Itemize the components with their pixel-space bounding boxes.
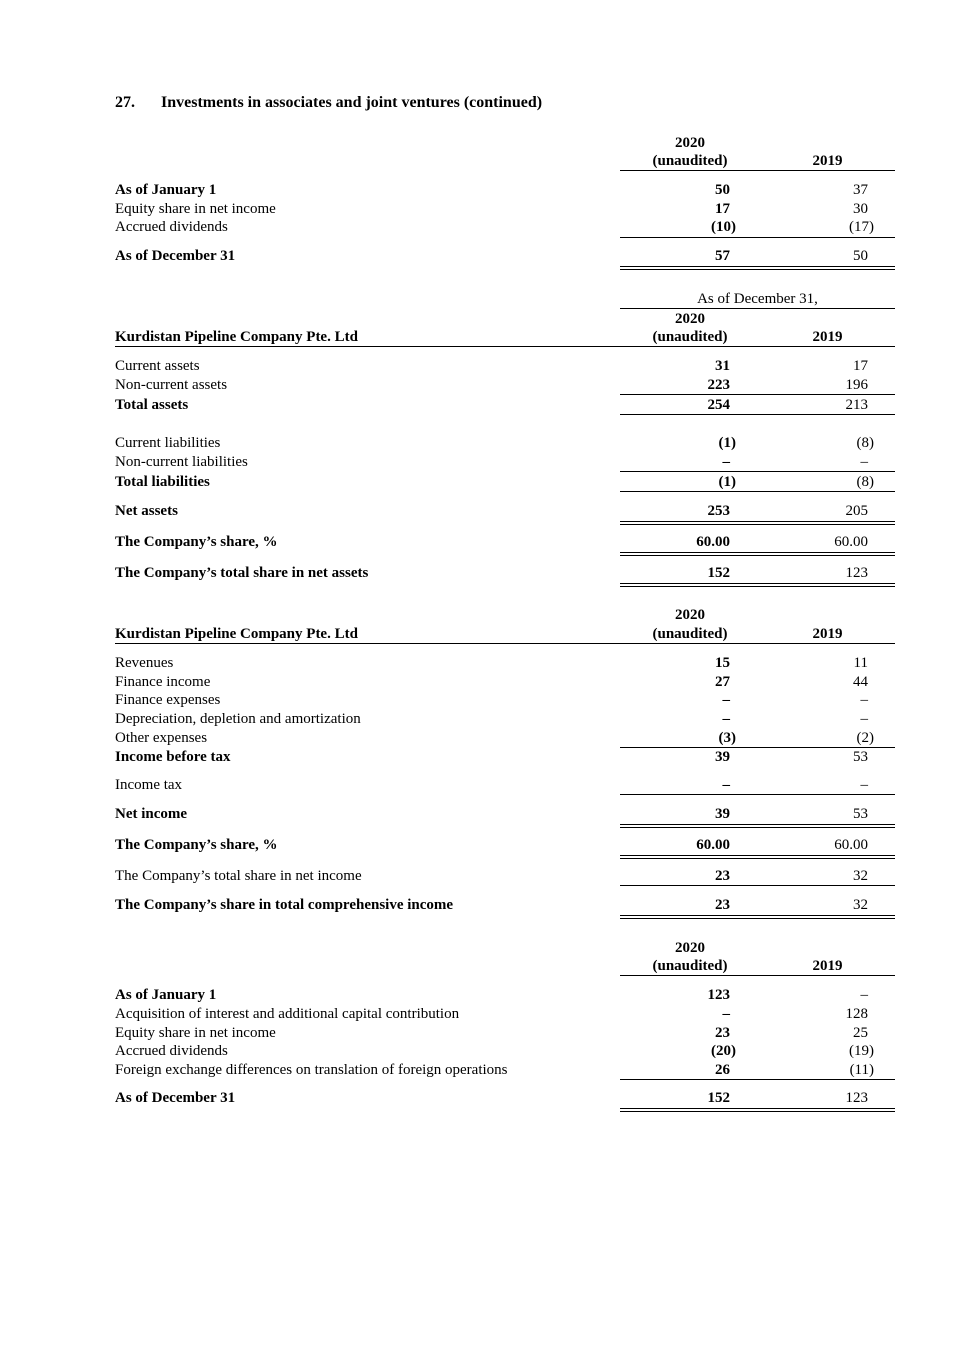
value-2019: 53 (853, 749, 868, 765)
value-2019: 196 (845, 377, 868, 393)
value-2019: 60.00 (834, 837, 868, 853)
value-2019: 17 (853, 358, 868, 374)
value-2020: 254 (707, 397, 730, 413)
table-caption: Kurdistan Pipeline Company Pte. Ltd (115, 626, 358, 642)
value-2020: (1) (718, 435, 736, 451)
row-label: The Company’s share in total comprehensive income (115, 897, 454, 913)
value-2019: (8) (856, 474, 874, 490)
row-label: Revenues (115, 655, 174, 671)
row-label: The Company’s total share in net income (115, 868, 362, 884)
double-rule (620, 583, 895, 587)
value-2019: (17) (849, 219, 874, 235)
value-2020: 60.00 (696, 534, 730, 550)
value-2019: – (860, 777, 868, 793)
value-2020: – (722, 692, 730, 708)
value-2020: 23 (715, 897, 730, 913)
column-header-2020-note: (unaudited) (652, 626, 728, 642)
value-2020: – (722, 454, 730, 470)
value-2020: 152 (707, 1090, 730, 1106)
value-2019: 37 (853, 182, 868, 198)
value-2019: 50 (853, 248, 868, 264)
value-2019: – (860, 711, 868, 727)
value-2019: (19) (849, 1043, 874, 1059)
value-2019: (8) (856, 435, 874, 451)
column-header-2019: 2019 (812, 329, 843, 345)
value-2020: 60.00 (696, 837, 730, 853)
value-2020: 123 (707, 987, 730, 1003)
rule (620, 747, 895, 748)
row-label: Equity share in net income (115, 201, 276, 217)
value-2019: 128 (845, 1006, 868, 1022)
value-2020: 27 (715, 674, 730, 690)
header-rule (115, 346, 895, 347)
value-2019: 213 (845, 397, 868, 413)
row-label: Total assets (115, 397, 189, 413)
section-title: Investments in associates and joint ventures (continued) (161, 94, 543, 111)
row-label: As of January 1 (115, 182, 217, 198)
row-label: As of December 31 (115, 1090, 236, 1106)
column-header-2019: 2019 (812, 626, 843, 642)
rule (620, 491, 895, 492)
value-2019: – (860, 454, 868, 470)
value-2020: (1) (718, 474, 736, 490)
row-label: The Company’s share, % (115, 837, 278, 853)
rule (620, 394, 895, 395)
row-label: Foreign exchange differences on translation of foreign operations (115, 1062, 508, 1078)
row-label: Acquisition of interest and additional capital contribution (115, 1006, 460, 1022)
row-label: Non-current assets (115, 377, 228, 393)
double-rule (620, 266, 895, 270)
value-2020: 17 (715, 201, 730, 217)
value-2020: 50 (715, 182, 730, 198)
header-rule (620, 975, 895, 976)
row-label: Current assets (115, 358, 200, 374)
row-label: Accrued dividends (115, 1043, 228, 1059)
value-2019: 123 (845, 1090, 868, 1106)
value-2019: (11) (849, 1062, 874, 1078)
row-label: As of December 31 (115, 248, 236, 264)
value-2020: 39 (715, 806, 730, 822)
double-rule (620, 824, 895, 828)
value-2019: (2) (856, 730, 874, 746)
value-2019: 11 (853, 655, 868, 671)
value-2019: 44 (853, 674, 868, 690)
value-2020: 39 (715, 749, 730, 765)
column-header-2020-note: (unaudited) (652, 329, 728, 345)
column-header-2019: 2019 (812, 153, 843, 169)
double-rule (620, 552, 895, 556)
row-label: Income before tax (115, 749, 231, 765)
double-rule (620, 915, 895, 919)
double-rule (620, 855, 895, 859)
rule (620, 414, 895, 415)
value-2019: – (860, 692, 868, 708)
header-rule (115, 643, 895, 644)
row-label: Net assets (115, 503, 178, 519)
value-2019: 30 (853, 201, 868, 217)
rule (620, 1079, 895, 1080)
table-caption: Kurdistan Pipeline Company Pte. Ltd (115, 329, 358, 345)
row-label: Depreciation, depletion and amortization (115, 711, 361, 727)
row-label: Accrued dividends (115, 219, 228, 235)
row-label: Current liabilities (115, 435, 221, 451)
value-2020: – (722, 777, 730, 793)
value-2020: 223 (707, 377, 730, 393)
value-2020: 57 (715, 248, 730, 264)
row-label: As of January 1 (115, 987, 217, 1003)
group-header-rule (620, 308, 895, 309)
row-label: Income tax (115, 777, 183, 793)
value-2020: (3) (718, 730, 736, 746)
rule (620, 885, 895, 886)
column-header-2020-note: (unaudited) (652, 958, 728, 974)
value-2019: 32 (853, 897, 868, 913)
group-header: As of December 31, (697, 291, 818, 307)
row-label: Total liabilities (115, 474, 210, 490)
column-header-2019: 2019 (812, 958, 843, 974)
value-2020: (10) (711, 219, 736, 235)
rule (620, 237, 895, 238)
row-label: Finance expenses (115, 692, 221, 708)
rule (620, 794, 895, 795)
value-2020: 23 (715, 868, 730, 884)
row-label: The Company’s share, % (115, 534, 278, 550)
value-2019: 53 (853, 806, 868, 822)
value-2020: (20) (711, 1043, 736, 1059)
section-number: 27. (115, 94, 135, 111)
row-label: Equity share in net income (115, 1025, 276, 1041)
column-header-2020-note: (unaudited) (652, 153, 728, 169)
row-label: Other expenses (115, 730, 208, 746)
row-label: The Company’s total share in net assets (115, 565, 369, 581)
value-2020: – (722, 1006, 730, 1022)
header-rule (620, 170, 895, 171)
double-rule (620, 1108, 895, 1112)
rule (620, 471, 895, 472)
column-header-2020-year: 2020 (675, 940, 705, 956)
value-2019: 25 (853, 1025, 868, 1041)
value-2020: 26 (715, 1062, 730, 1078)
value-2019: 205 (845, 503, 868, 519)
row-label: Non-current liabilities (115, 454, 248, 470)
value-2019: 123 (845, 565, 868, 581)
column-header-2020-year: 2020 (675, 607, 705, 623)
value-2020: – (722, 711, 730, 727)
value-2019: 32 (853, 868, 868, 884)
value-2020: 253 (707, 503, 730, 519)
column-header-2020-year: 2020 (675, 135, 705, 151)
value-2019: 60.00 (834, 534, 868, 550)
double-rule (620, 521, 895, 525)
row-label: Finance income (115, 674, 211, 690)
column-header-2020-year: 2020 (675, 311, 705, 327)
value-2020: 23 (715, 1025, 730, 1041)
value-2020: 31 (715, 358, 730, 374)
value-2019: – (860, 987, 868, 1003)
value-2020: 15 (715, 655, 730, 671)
value-2020: 152 (707, 565, 730, 581)
row-label: Net income (115, 806, 188, 822)
